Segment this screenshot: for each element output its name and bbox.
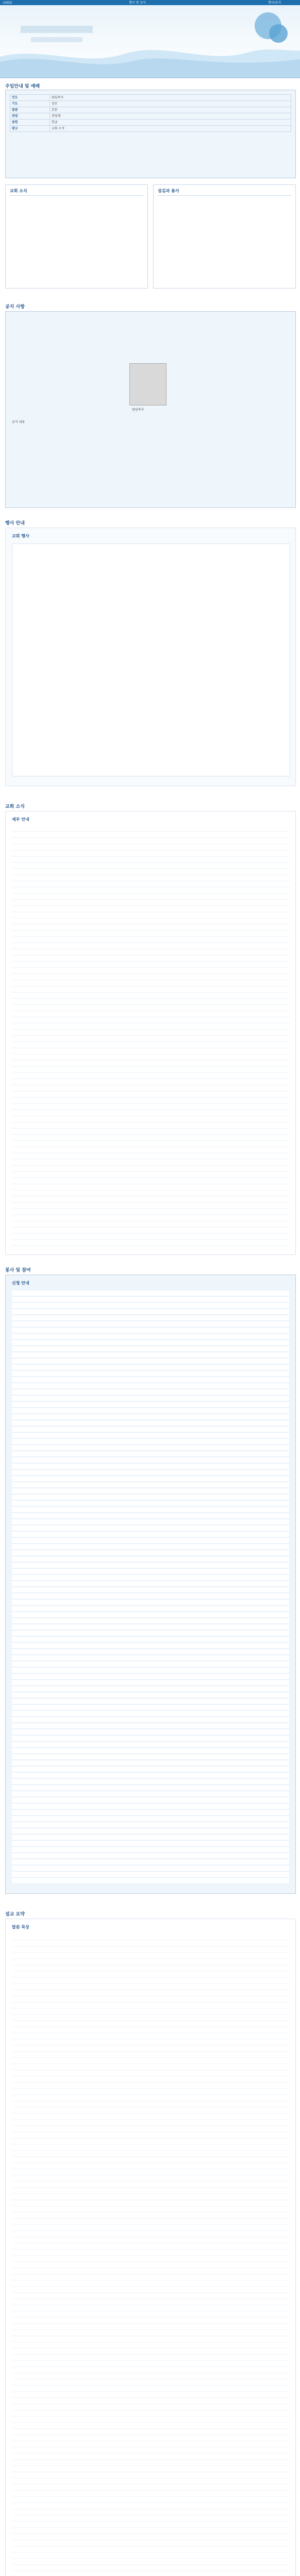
section-2-heading: 공지 사항 (5, 304, 25, 310)
divider (158, 195, 291, 196)
section-notice (0, 299, 300, 515)
notice-text: 공지 내용 (12, 420, 25, 424)
table-row (10, 120, 291, 126)
table-row (10, 95, 291, 101)
table-row (10, 101, 291, 107)
divider (10, 195, 143, 196)
section-serve (0, 1262, 300, 1906)
table-cell: 담임목사 (50, 95, 291, 101)
section-events (0, 515, 300, 799)
table-cell: 장로 (50, 101, 291, 107)
section-6-subheading: 말씀 묵상 (12, 1925, 29, 1929)
section-worship (0, 77, 300, 299)
table-row (10, 107, 291, 113)
table-cell: 광고 (10, 126, 50, 132)
section-divider (0, 77, 300, 78)
serve-box (5, 1275, 296, 1894)
photo-caption: 담임목사 (132, 408, 144, 412)
table-cell: 본문 (50, 107, 291, 113)
table-cell: 인도 (10, 95, 50, 101)
section-5-heading: 봉사 및 참여 (5, 1268, 31, 1273)
section-5-subheading: 신청 안내 (12, 1281, 29, 1285)
table-cell: 기도 (10, 101, 50, 107)
left-box-title: 교회 소식 (10, 189, 27, 193)
section-6-heading: 설교 요약 (5, 1912, 25, 1917)
notice-box (5, 311, 296, 508)
section-1-heading: 주일안내 및 예배 (5, 84, 40, 89)
news-lines (12, 826, 289, 1248)
worship-order-box (5, 90, 296, 178)
sermon-panel (5, 1919, 296, 2576)
left-info-box (5, 184, 148, 289)
top-strip (0, 0, 300, 5)
worship-order-table (10, 94, 291, 132)
section-sermon (0, 1906, 300, 2576)
section-4-subheading: 세부 안내 (12, 817, 29, 822)
section-4-heading: 교회 소식 (5, 804, 25, 809)
table-cell: 찬양대 (50, 113, 291, 120)
pastor-photo (129, 363, 166, 405)
table-row (10, 126, 291, 132)
section-3-heading: 행사 안내 (5, 521, 25, 526)
events-panel (5, 528, 296, 786)
top-left-text: LOGO (3, 1, 12, 5)
right-info-box (153, 184, 296, 289)
header-banner (0, 0, 300, 77)
serve-lines (12, 1291, 289, 1883)
top-center-text: 행사 및 공지 (129, 1, 146, 5)
table-cell: 봉헌 (10, 120, 50, 126)
news-panel (5, 811, 296, 1255)
table-cell: 찬양 (10, 113, 50, 120)
header-illustration-svg (0, 5, 300, 77)
sermon-lines (12, 1935, 289, 2576)
table-cell: 헌금 (50, 120, 291, 126)
table-cell: 말씀 (10, 107, 50, 113)
right-box-title: 섬김과 봉사 (158, 189, 179, 193)
header-illustration (0, 5, 300, 77)
section-3-subheading: 교회 행사 (12, 534, 29, 538)
section-news (0, 799, 300, 1262)
events-content (12, 544, 290, 776)
table-cell: 교회 소식 (50, 126, 291, 132)
table-row (10, 113, 291, 120)
top-right-text: 행사/공지 (268, 1, 281, 5)
